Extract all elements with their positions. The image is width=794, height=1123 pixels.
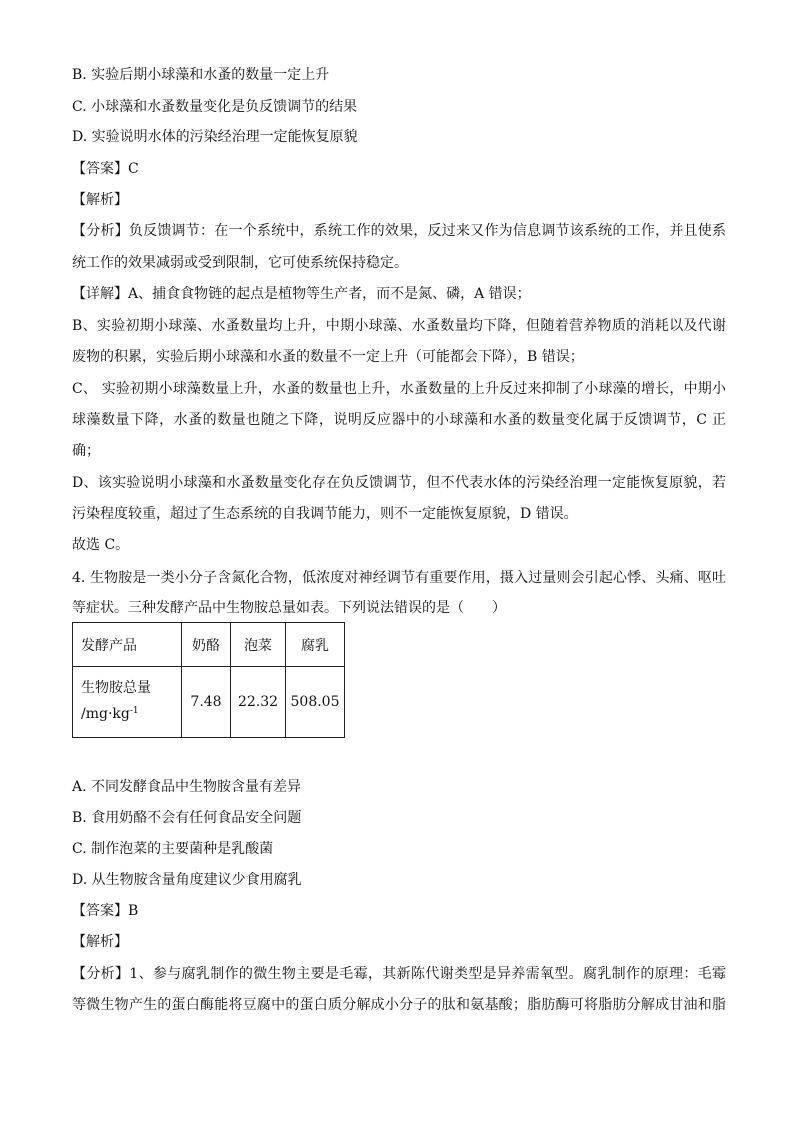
question-stem: 4. 生物胺是一类小分子含氮化合物，低浓度对神经调节有重要作用，摄入过量则会引起心悸、头痛、呕吐 (72, 570, 726, 586)
table-cell: 22.32 (231, 667, 286, 738)
analysis-line: 故选 C。 (72, 537, 130, 553)
answer-prev: 【答案】C (72, 161, 139, 177)
analysis-label-prev: 【解析】 (72, 192, 128, 208)
analysis-line: 【分析】负反馈调节：在一个系统中，系统工作的效果，反过来又作为信息调节该系统的工作，并且使系 (72, 223, 726, 239)
row-label-superscript: -1 (129, 706, 139, 716)
table-row (73, 667, 345, 738)
row-label-unit: /mg·kg (81, 706, 130, 722)
question-stem: 等症状。三种发酵产品中生物胺总量如表。下列说法错误的是（ ） (72, 600, 506, 616)
analysis-line: 【详解】A、捕食食物链的起点是植物等生产者，而不是氮、磷，A 错误； (72, 286, 531, 302)
analysis-line: 污染程度较重，超过了生态系统的自我调节能力，则不一定能恢复原貌，D 错误。 (72, 506, 578, 522)
analysis-line: C、 实验初期小球藻数量上升，水蚤的数量也上升，水蚤数量的上升反过来抑制了小球藻的增长，中期小 (72, 381, 726, 397)
analysis-line: D、该实验说明小球藻和水蚤数量变化存在负反馈调节，但不代表水体的污染经治理一定能恢复原貌，若 (72, 475, 726, 491)
option-c-prev: C. 小球藻和水蚤数量变化是负反馈调节的结果 (72, 99, 358, 115)
table-header-cell: 腐乳 (286, 623, 345, 667)
option-a: A. 不同发酵食品中生物胺含量有差异 (72, 779, 302, 795)
option-c: C. 制作泡菜的主要菌种是乳酸菌 (72, 841, 274, 857)
analysis-line: 统工作的效果减弱或受到限制，它可使系统保持稳定。 (72, 255, 408, 271)
analysis-line: B、实验初期小球藻、水蚤数量均上升，中期小球藻、水蚤数量均下降，但随着营养物质的消耗以及代谢 (72, 318, 726, 334)
biogenic-amine-table (72, 622, 345, 738)
analysis-line: 等微生物产生的蛋白酶能将豆腐中的蛋白质分解成小分子的肽和氨基酸；脂肪酶可将脂肪分解成甘油和脂 (72, 997, 726, 1013)
option-d-prev: D. 实验说明水体的污染经治理一定能恢复原貌 (72, 129, 358, 145)
option-b-prev: B. 实验后期小球藻和水蚤的数量一定上升 (72, 67, 330, 83)
table-header-cell: 泡菜 (231, 623, 286, 667)
table-cell: 7.48 (182, 667, 231, 738)
table-header-cell: 发酵产品 (73, 623, 182, 667)
analysis-line: 【分析】1、参与腐乳制作的微生物主要是毛霉，其新陈代谢类型是异养需氧型。腐乳制作的原理：毛霉 (72, 966, 726, 982)
row-label-text: 生物胺总量 (81, 680, 151, 696)
table-header-cell: 奶酪 (182, 623, 231, 667)
table-header-row (73, 623, 345, 667)
analysis-line: 废物的积累，实验后期小球藻和水蚤的数量不一定上升（可能都会下降），B 错误； (72, 349, 584, 365)
option-b: B. 食用奶酪不会有任何食品安全问题 (72, 810, 302, 826)
analysis-label: 【解析】 (72, 934, 128, 950)
analysis-line: 确； (72, 443, 100, 459)
option-d: D. 从生物胺含量角度建议少食用腐乳 (72, 872, 302, 888)
analysis-line: 球藻数量下降，水蚤的数量也随之下降，说明反应器中的小球藻和水蚤的数量变化属于反馈调节，C 正 (72, 412, 726, 428)
answer: 【答案】B (72, 903, 139, 919)
table-row-label (73, 667, 182, 738)
table-cell: 508.05 (286, 667, 345, 738)
